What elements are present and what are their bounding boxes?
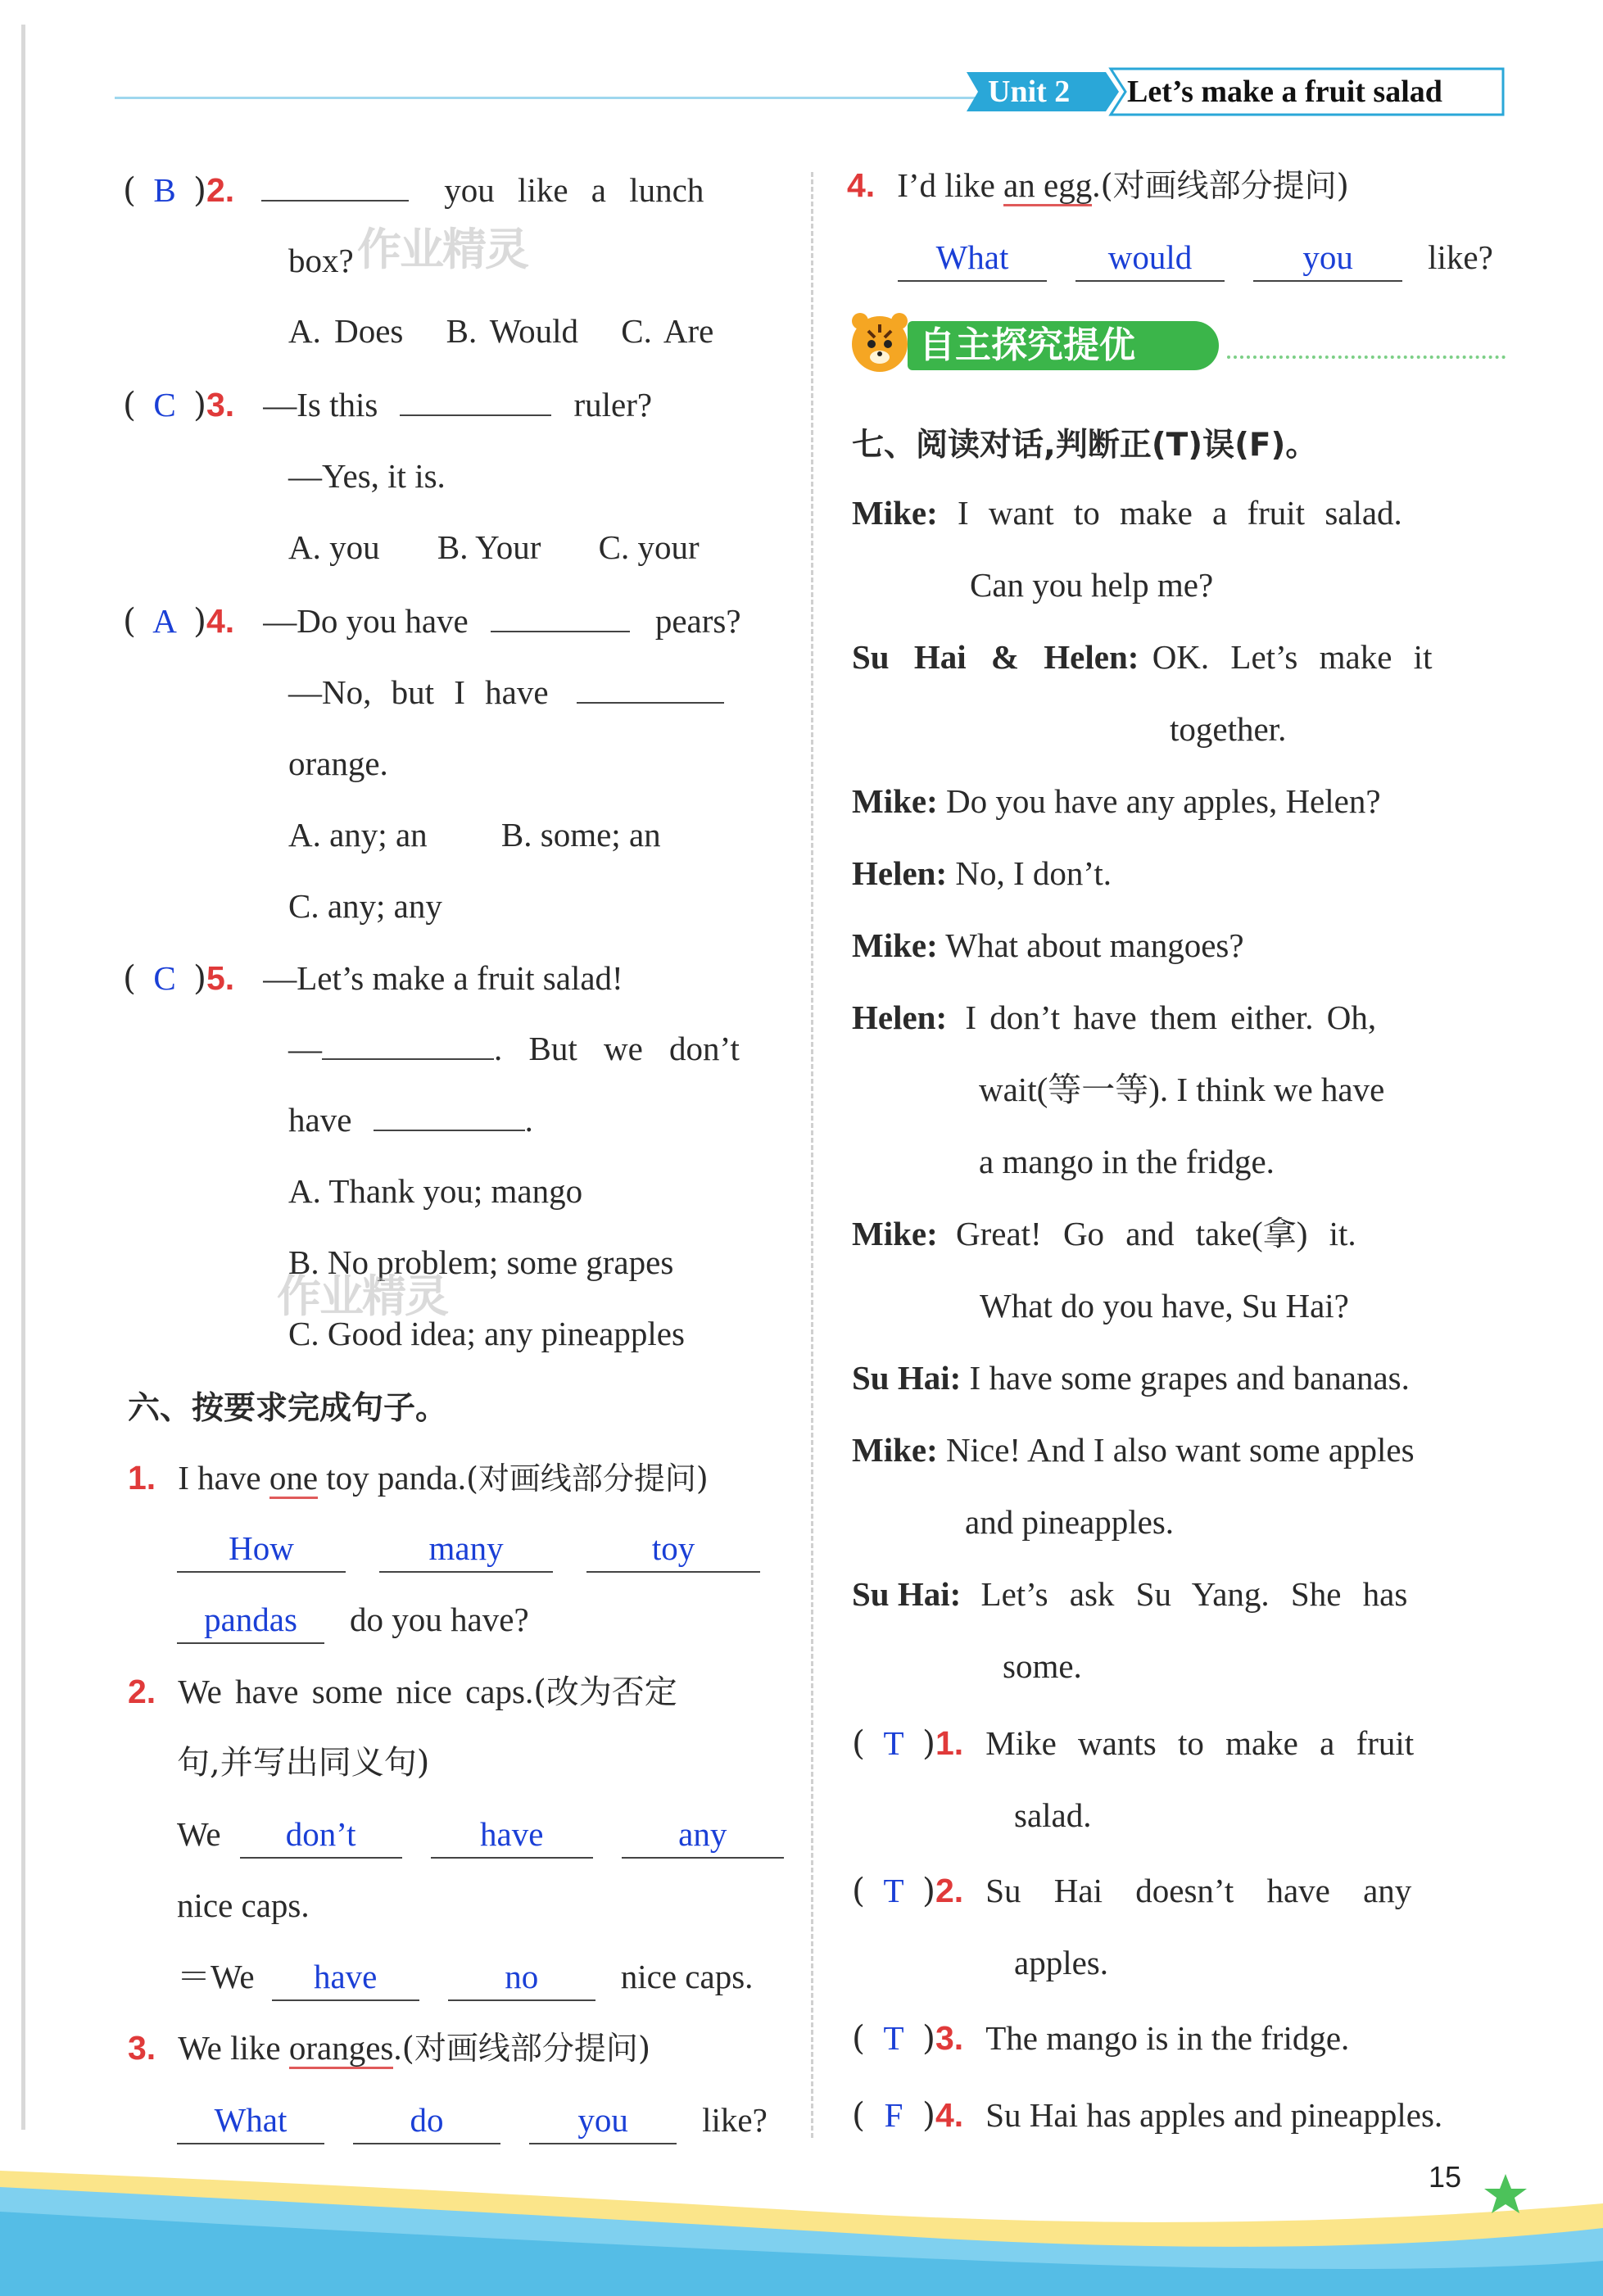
item-instruction: (对画线部分提问) bbox=[1100, 168, 1349, 205]
item-text: do you have? bbox=[350, 1601, 529, 1638]
answer-mark: T bbox=[883, 2019, 904, 2057]
response-text: . But we don’t bbox=[494, 1030, 740, 1067]
question-number: 4. bbox=[935, 2096, 964, 2134]
question-number: 2. bbox=[935, 1872, 964, 1909]
option-b: B. some; an bbox=[500, 816, 661, 854]
item-text: I have bbox=[178, 1459, 269, 1497]
options-q4-ab bbox=[288, 812, 661, 858]
unit-label: Unit 2 bbox=[988, 75, 1071, 109]
dialogue-text: Let’s ask Su Yang. She has bbox=[980, 1575, 1408, 1613]
answer-mark: T bbox=[883, 1872, 904, 1909]
underlined-word: oranges bbox=[289, 2029, 394, 2069]
answer-mark: B bbox=[153, 171, 176, 209]
question-text: you like a lunch bbox=[444, 171, 704, 209]
question-text: —Is this bbox=[263, 386, 378, 423]
question-number: 3. bbox=[206, 386, 235, 423]
response-period: . bbox=[524, 1101, 533, 1139]
dialogue-text: Do you have any apples, Helen? bbox=[946, 782, 1381, 820]
question-text-cont bbox=[288, 1097, 533, 1143]
item-instruction-cont: 句,并写出同义句) bbox=[177, 1744, 430, 1782]
option-b: B. Your bbox=[437, 528, 541, 566]
answer-fill: do bbox=[353, 2097, 500, 2144]
tiger-mascot-icon bbox=[844, 306, 917, 380]
question-number: 5. bbox=[206, 959, 235, 997]
tf-question-4: ( F )4. Su Hai has apples and pineapples. bbox=[852, 2092, 1442, 2138]
question-response bbox=[288, 1026, 740, 1071]
item-number: 1. bbox=[128, 1459, 156, 1497]
answer-mark: C bbox=[153, 386, 176, 423]
question-response bbox=[288, 669, 724, 715]
item-text: We have some nice caps. bbox=[178, 1673, 534, 1710]
answer-mark: C bbox=[153, 959, 176, 997]
dialogue-line bbox=[852, 634, 1432, 680]
column-divider bbox=[811, 172, 813, 2138]
speaker-name: Su Hai: bbox=[852, 1575, 962, 1613]
answer-blank bbox=[491, 598, 630, 632]
option-a: A. Thank you; mango bbox=[288, 1172, 583, 1210]
question-response: —Yes, it is. bbox=[288, 457, 446, 495]
mc-question-4: ( A )4. —Do you have pears? bbox=[123, 598, 741, 644]
answer-line bbox=[177, 1811, 784, 1859]
question-text-cont: orange. bbox=[288, 745, 388, 782]
item-text: ＝We bbox=[177, 1958, 255, 1995]
question-text: Su Hai has apples and pineapples. bbox=[985, 2096, 1443, 2134]
item-text: . bbox=[393, 2029, 402, 2067]
dialogue-text: and pineapples. bbox=[965, 1503, 1175, 1541]
item-instruction: (改为否定 bbox=[533, 1673, 677, 1711]
section6-item-1 bbox=[128, 1455, 709, 1501]
section6-item-3 bbox=[128, 2025, 650, 2072]
question-text: —Let’s make a fruit salad! bbox=[263, 959, 623, 997]
question-text: —Do you have bbox=[263, 602, 469, 640]
question-text: pears? bbox=[654, 602, 741, 640]
question-text-cont: apples. bbox=[1014, 1944, 1108, 1981]
answer-blank bbox=[261, 167, 409, 202]
question-text-cont: box? bbox=[288, 242, 354, 279]
dialogue-text: some. bbox=[1003, 1647, 1082, 1685]
dialogue-text: I want to make a fruit salad. bbox=[958, 494, 1402, 532]
star-icon bbox=[1481, 2171, 1530, 2217]
question-text: Su Hai doesn’t have any bbox=[985, 1872, 1412, 1909]
dialogue-line bbox=[852, 490, 1402, 536]
answer-fill: many bbox=[379, 1525, 553, 1573]
item-text: I’d like bbox=[897, 166, 1004, 204]
section-banner bbox=[844, 313, 1507, 378]
watermark: 作业精灵 bbox=[277, 1270, 447, 1322]
answer-blank bbox=[322, 1026, 494, 1060]
answer-line bbox=[177, 1596, 529, 1644]
answer-fill: have bbox=[272, 1954, 419, 2001]
answer-fill: have bbox=[431, 1811, 593, 1859]
answer-mark: F bbox=[884, 2096, 903, 2134]
dialogue-text: OK. Let’s make it bbox=[1152, 638, 1433, 676]
unit-header bbox=[967, 66, 1507, 118]
question-text-cont: salad. bbox=[1014, 1796, 1092, 1834]
options-q3 bbox=[288, 524, 700, 570]
speaker-name: Mike: bbox=[852, 926, 938, 964]
speaker-name: Su Hai: bbox=[852, 1359, 962, 1397]
answer-fill: pandas bbox=[177, 1596, 324, 1644]
options-q4-c: C. any; any bbox=[288, 887, 442, 925]
section-6-heading: 六、按要求完成句子。 bbox=[128, 1390, 448, 1427]
answer-fill: you bbox=[529, 2097, 677, 2144]
speaker-name: Helen: bbox=[852, 999, 948, 1036]
section6-item-2 bbox=[128, 1669, 677, 1715]
dialogue-line bbox=[852, 1427, 1415, 1473]
dialogue-line bbox=[852, 922, 1244, 968]
speaker-name: Su Hai & Helen: bbox=[852, 638, 1139, 676]
options-q2 bbox=[288, 308, 713, 354]
response-text: —No, but I have bbox=[288, 673, 549, 711]
dialogue-line bbox=[852, 1211, 1356, 1257]
underlined-word: one bbox=[269, 1459, 318, 1499]
item-text: toy panda. bbox=[318, 1459, 467, 1497]
tf-question-1: ( T )1. Mike wants to make a fruit bbox=[852, 1720, 1414, 1766]
underlined-word: an egg bbox=[1003, 166, 1092, 206]
question-text: ruler? bbox=[573, 386, 653, 423]
answer-fill: would bbox=[1075, 234, 1225, 282]
answer-fill: toy bbox=[586, 1525, 760, 1573]
footer-wave bbox=[0, 2154, 1603, 2296]
answer-fill: no bbox=[448, 1954, 595, 2001]
dialogue-text: wait(等一等). I think we have bbox=[979, 1071, 1385, 1108]
option-c: C. your bbox=[598, 528, 700, 566]
mc-question-2: ( B )2. you like a lunch bbox=[123, 167, 704, 213]
speaker-name: Mike: bbox=[852, 1215, 938, 1252]
item-text: nice caps. bbox=[620, 1958, 754, 1995]
item-text: like? bbox=[702, 2101, 768, 2139]
dialogue-line bbox=[852, 778, 1381, 824]
answer-line bbox=[177, 1954, 753, 2001]
option-c: C. Good idea; any pineapples bbox=[288, 1315, 685, 1352]
section-7-heading: 七、阅读对话,判断正(T)误(F)。 bbox=[852, 427, 1318, 464]
speaker-name: Helen: bbox=[852, 854, 948, 892]
item-instruction: (对画线部分提问) bbox=[466, 1460, 709, 1497]
answer-fill: you bbox=[1253, 234, 1402, 282]
banner-dots bbox=[1227, 355, 1506, 359]
dialogue-text: No, I don’t. bbox=[955, 854, 1112, 892]
answer-line bbox=[898, 234, 1493, 282]
dialogue-text: Can you help me? bbox=[970, 566, 1214, 604]
speaker-name: Mike: bbox=[852, 782, 938, 820]
item-instruction: (对画线部分提问) bbox=[401, 2031, 651, 2067]
unit-title: Let’s make a fruit salad bbox=[1127, 75, 1442, 109]
page-number: 15 bbox=[1429, 2160, 1462, 2194]
speaker-name: Mike: bbox=[852, 494, 938, 532]
response-dash: — bbox=[288, 1030, 322, 1067]
banner-title: 自主探究提优 bbox=[919, 324, 1135, 366]
left-edge-shadow bbox=[21, 25, 25, 2130]
option-a: A. Does bbox=[288, 312, 404, 350]
dialogue-line bbox=[852, 994, 1376, 1040]
dialogue-text: What about mangoes? bbox=[945, 926, 1244, 964]
question-number: 2. bbox=[206, 171, 235, 209]
option-a: A. you bbox=[288, 528, 380, 566]
speaker-name: Mike: bbox=[852, 1431, 938, 1469]
item-text: We bbox=[177, 1815, 221, 1853]
answer-blank bbox=[374, 1097, 525, 1131]
dialogue-text: What do you have, Su Hai? bbox=[980, 1287, 1349, 1325]
item-number: 3. bbox=[128, 2029, 156, 2067]
header-rule bbox=[115, 97, 983, 99]
dialogue-text: a mango in the fridge. bbox=[979, 1143, 1275, 1180]
section6-item-4 bbox=[847, 162, 1349, 210]
tf-question-2: ( T )2. Su Hai doesn’t have any bbox=[852, 1868, 1411, 1913]
question-number: 1. bbox=[935, 1724, 964, 1762]
mc-question-5: ( C )5. —Let’s make a fruit salad! bbox=[123, 955, 623, 1001]
question-number: 4. bbox=[206, 602, 235, 640]
answer-blank bbox=[400, 382, 551, 416]
dialogue-text: Nice! And I also want some apples bbox=[946, 1431, 1415, 1469]
dialogue-text: I don’t have them either. Oh, bbox=[965, 999, 1377, 1036]
answer-fill: What bbox=[177, 2097, 324, 2144]
tf-question-3: ( T )3. The mango is in the fridge. bbox=[852, 2015, 1349, 2061]
question-text: The mango is in the fridge. bbox=[985, 2019, 1350, 2057]
option-c: C. Are bbox=[621, 312, 714, 350]
question-number: 3. bbox=[935, 2019, 964, 2057]
answer-mark: A bbox=[152, 602, 177, 640]
answer-mark: T bbox=[883, 1724, 904, 1762]
dialogue-text: together. bbox=[1170, 710, 1287, 748]
watermark: 作业精灵 bbox=[357, 224, 528, 275]
answer-line bbox=[177, 2097, 768, 2144]
item-number: 2. bbox=[128, 1673, 156, 1710]
dialogue-line bbox=[852, 1571, 1407, 1617]
mc-question-3: ( C )3. —Is this ruler? bbox=[123, 382, 652, 428]
item-text: nice caps. bbox=[177, 1886, 310, 1924]
response-text: have bbox=[288, 1101, 352, 1139]
item-text: We like bbox=[178, 2029, 289, 2067]
dialogue-text: Great! Go and take(拿) it. bbox=[956, 1215, 1356, 1252]
question-text: Mike wants to make a fruit bbox=[985, 1724, 1415, 1762]
item-text: like? bbox=[1428, 238, 1493, 276]
option-b: B. Would bbox=[446, 312, 579, 350]
item-number: 4. bbox=[847, 166, 876, 204]
answer-fill: don’t bbox=[240, 1811, 402, 1859]
answer-fill: How bbox=[177, 1525, 346, 1573]
answer-blank bbox=[577, 669, 724, 704]
option-b: B. No problem; some grapes bbox=[288, 1243, 674, 1281]
dialogue-line bbox=[852, 1355, 1410, 1401]
dialogue-line bbox=[852, 850, 1112, 896]
option-a: A. any; an bbox=[288, 816, 428, 854]
dialogue-text: I have some grapes and bananas. bbox=[969, 1359, 1410, 1397]
item-text: . bbox=[1092, 166, 1101, 204]
answer-line bbox=[177, 1525, 760, 1573]
answer-fill: any bbox=[622, 1811, 784, 1859]
answer-fill: What bbox=[898, 234, 1047, 282]
